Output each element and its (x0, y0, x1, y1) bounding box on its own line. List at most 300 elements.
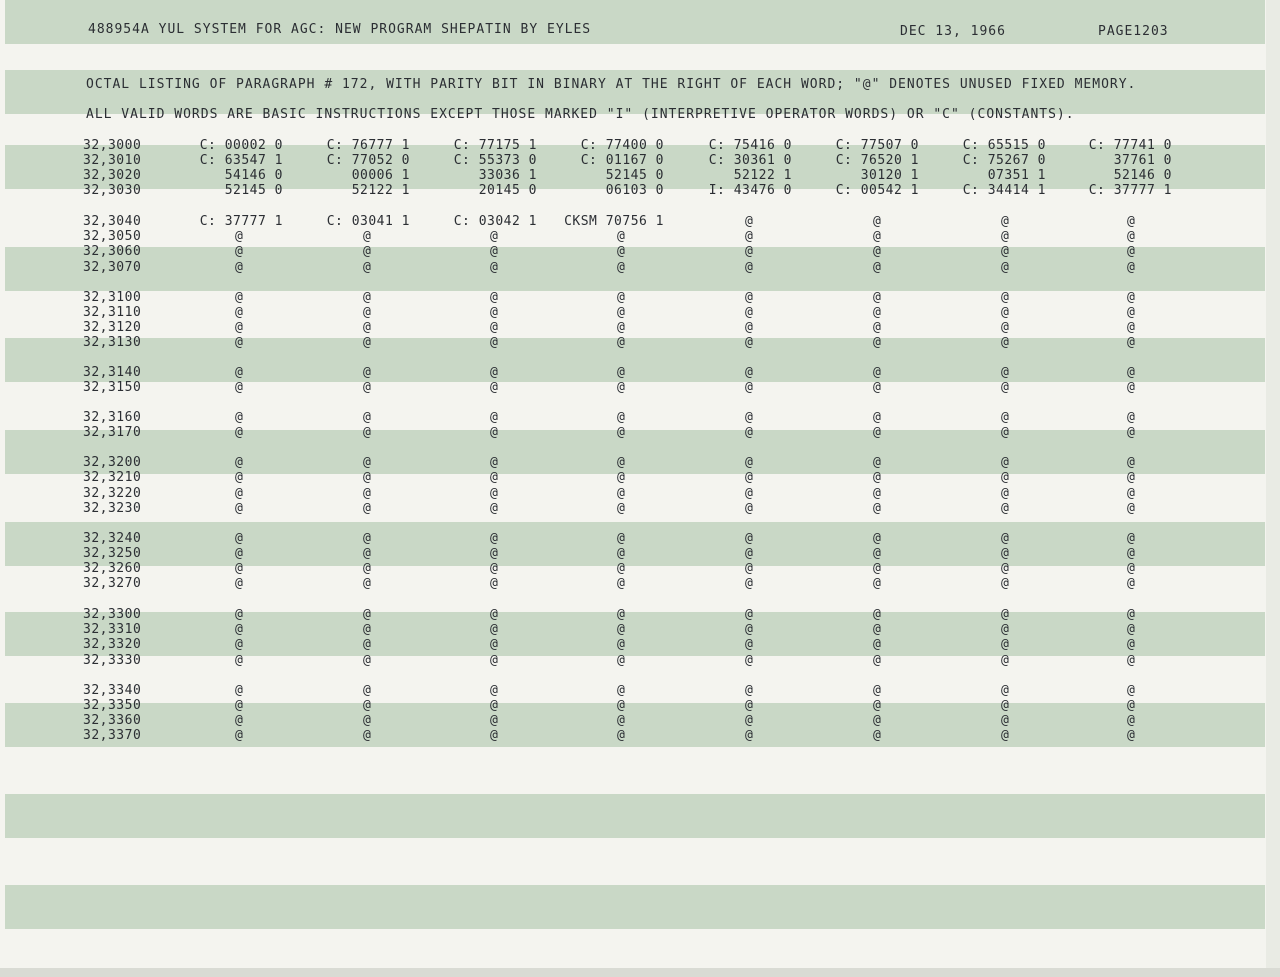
memory-word: I: 43476 0 (708, 183, 792, 198)
memory-word: C: 77400 0 (580, 138, 664, 153)
unused-word-marker: @ (745, 713, 754, 728)
address-label: 32,3240 (83, 531, 142, 546)
unused-word-marker: @ (617, 335, 626, 350)
unused-word-marker: @ (1001, 728, 1010, 743)
unused-word-marker: @ (745, 683, 754, 698)
unused-word-marker: @ (1127, 501, 1136, 516)
memory-word: C: 75267 0 (962, 153, 1046, 168)
unused-word-marker: @ (490, 607, 499, 622)
unused-word-marker: @ (363, 713, 372, 728)
unused-word-marker: @ (235, 637, 244, 652)
unused-word-marker: @ (235, 244, 244, 259)
unused-word-marker: @ (363, 380, 372, 395)
unused-word-marker: @ (363, 320, 372, 335)
paper-stripe (5, 703, 1265, 747)
unused-word-marker: @ (490, 335, 499, 350)
header-title: 488954A YUL SYSTEM FOR AGC: NEW PROGRAM SHEPATIN BY EYLES (88, 22, 592, 37)
unused-word-marker: @ (745, 546, 754, 561)
unused-word-marker: @ (363, 561, 372, 576)
memory-word: 54146 0 (224, 168, 283, 183)
memory-word: C: 77175 1 (453, 138, 537, 153)
address-label: 32,3270 (83, 576, 142, 591)
paper-stripe (5, 338, 1265, 382)
unused-word-marker: @ (490, 365, 499, 380)
unused-word-marker: @ (617, 486, 626, 501)
unused-word-marker: @ (745, 425, 754, 440)
unused-word-marker: @ (363, 637, 372, 652)
unused-word-marker: @ (873, 290, 882, 305)
unused-word-marker: @ (363, 260, 372, 275)
unused-word-marker: @ (363, 486, 372, 501)
unused-word-marker: @ (490, 713, 499, 728)
memory-word: C: 30361 0 (708, 153, 792, 168)
unused-word-marker: @ (490, 561, 499, 576)
unused-word-marker: @ (1001, 486, 1010, 501)
unused-word-marker: @ (873, 653, 882, 668)
memory-word: 52145 0 (605, 168, 664, 183)
unused-word-marker: @ (490, 653, 499, 668)
memory-word: 52122 1 (351, 183, 410, 198)
unused-word-marker: @ (745, 637, 754, 652)
unused-word-marker: @ (490, 260, 499, 275)
unused-word-marker: @ (1127, 622, 1136, 637)
unused-word-marker: @ (1127, 486, 1136, 501)
unused-word-marker: @ (1127, 470, 1136, 485)
memory-word: C: 55373 0 (453, 153, 537, 168)
unused-word-marker: @ (745, 486, 754, 501)
unused-word-marker: @ (617, 365, 626, 380)
unused-word-marker: @ (1001, 470, 1010, 485)
unused-word-marker: @ (490, 380, 499, 395)
unused-word-marker: @ (617, 501, 626, 516)
unused-word-marker: @ (617, 653, 626, 668)
unused-word-marker: @ (1127, 455, 1136, 470)
memory-word: CKSM 70756 1 (564, 214, 664, 229)
unused-word-marker: @ (873, 637, 882, 652)
unused-word-marker: @ (873, 501, 882, 516)
paper-bottom-edge (0, 968, 1280, 977)
unused-word-marker: @ (235, 320, 244, 335)
unused-word-marker: @ (1001, 425, 1010, 440)
memory-word: C: 37777 1 (199, 214, 283, 229)
unused-word-marker: @ (1001, 546, 1010, 561)
unused-word-marker: @ (873, 455, 882, 470)
unused-word-marker: @ (617, 531, 626, 546)
unused-word-marker: @ (235, 335, 244, 350)
paper-stripe (5, 794, 1265, 838)
unused-word-marker: @ (873, 335, 882, 350)
unused-word-marker: @ (745, 214, 754, 229)
address-label: 32,3040 (83, 214, 142, 229)
unused-word-marker: @ (363, 607, 372, 622)
address-label: 32,3170 (83, 425, 142, 440)
unused-word-marker: @ (235, 380, 244, 395)
address-label: 32,3220 (83, 486, 142, 501)
unused-word-marker: @ (490, 320, 499, 335)
unused-word-marker: @ (873, 486, 882, 501)
unused-word-marker: @ (745, 290, 754, 305)
unused-word-marker: @ (873, 425, 882, 440)
paper-stripe (5, 247, 1265, 291)
unused-word-marker: @ (1127, 214, 1136, 229)
memory-word: 30120 1 (860, 168, 919, 183)
unused-word-marker: @ (617, 683, 626, 698)
unused-word-marker: @ (1127, 637, 1136, 652)
unused-word-marker: @ (1127, 698, 1136, 713)
memory-word: C: 00002 0 (199, 138, 283, 153)
unused-word-marker: @ (363, 576, 372, 591)
unused-word-marker: @ (1001, 713, 1010, 728)
unused-word-marker: @ (617, 320, 626, 335)
unused-word-marker: @ (490, 622, 499, 637)
address-label: 32,3300 (83, 607, 142, 622)
unused-word-marker: @ (1001, 576, 1010, 591)
unused-word-marker: @ (873, 410, 882, 425)
address-label: 32,3250 (83, 546, 142, 561)
unused-word-marker: @ (1001, 335, 1010, 350)
unused-word-marker: @ (1001, 320, 1010, 335)
address-label: 32,3160 (83, 410, 142, 425)
unused-word-marker: @ (1127, 410, 1136, 425)
address-label: 32,3350 (83, 698, 142, 713)
unused-word-marker: @ (617, 455, 626, 470)
unused-word-marker: @ (235, 531, 244, 546)
address-label: 32,3260 (83, 561, 142, 576)
unused-word-marker: @ (745, 561, 754, 576)
unused-word-marker: @ (235, 561, 244, 576)
address-label: 32,3330 (83, 653, 142, 668)
unused-word-marker: @ (1001, 244, 1010, 259)
unused-word-marker: @ (745, 607, 754, 622)
unused-word-marker: @ (1127, 365, 1136, 380)
unused-word-marker: @ (873, 365, 882, 380)
intro-line-1: OCTAL LISTING OF PARAGRAPH # 172, WITH PARITY BIT IN BINARY AT THE RIGHT OF EACH WORD; "@" DENOTES UNUSED FIXED MEMORY. (86, 77, 1137, 92)
unused-word-marker: @ (873, 380, 882, 395)
unused-word-marker: @ (745, 320, 754, 335)
unused-word-marker: @ (617, 260, 626, 275)
unused-word-marker: @ (617, 470, 626, 485)
unused-word-marker: @ (363, 698, 372, 713)
unused-word-marker: @ (235, 470, 244, 485)
memory-word: 33036 1 (478, 168, 537, 183)
unused-word-marker: @ (490, 698, 499, 713)
unused-word-marker: @ (363, 531, 372, 546)
unused-word-marker: @ (617, 425, 626, 440)
unused-word-marker: @ (1127, 546, 1136, 561)
unused-word-marker: @ (490, 486, 499, 501)
unused-word-marker: @ (1001, 260, 1010, 275)
memory-word: C: 34414 1 (962, 183, 1046, 198)
address-label: 32,3150 (83, 380, 142, 395)
paper-stripe (5, 430, 1265, 474)
unused-word-marker: @ (873, 305, 882, 320)
unused-word-marker: @ (363, 470, 372, 485)
unused-word-marker: @ (873, 244, 882, 259)
unused-word-marker: @ (1001, 455, 1010, 470)
address-label: 32,3200 (83, 455, 142, 470)
unused-word-marker: @ (745, 653, 754, 668)
unused-word-marker: @ (1001, 305, 1010, 320)
unused-word-marker: @ (235, 653, 244, 668)
unused-word-marker: @ (1127, 244, 1136, 259)
unused-word-marker: @ (1001, 561, 1010, 576)
address-label: 32,3120 (83, 320, 142, 335)
unused-word-marker: @ (1001, 531, 1010, 546)
unused-word-marker: @ (235, 546, 244, 561)
memory-word: C: 00542 1 (835, 183, 919, 198)
unused-word-marker: @ (745, 305, 754, 320)
memory-word: 20145 0 (478, 183, 537, 198)
unused-word-marker: @ (873, 470, 882, 485)
unused-word-marker: @ (1127, 653, 1136, 668)
unused-word-marker: @ (617, 546, 626, 561)
unused-word-marker: @ (873, 728, 882, 743)
unused-word-marker: @ (490, 576, 499, 591)
unused-word-marker: @ (235, 305, 244, 320)
unused-word-marker: @ (745, 335, 754, 350)
address-label: 32,3000 (83, 138, 142, 153)
unused-word-marker: @ (1127, 425, 1136, 440)
unused-word-marker: @ (1001, 229, 1010, 244)
unused-word-marker: @ (1127, 229, 1136, 244)
unused-word-marker: @ (1127, 713, 1136, 728)
unused-word-marker: @ (745, 365, 754, 380)
address-label: 32,3310 (83, 622, 142, 637)
unused-word-marker: @ (235, 728, 244, 743)
unused-word-marker: @ (1127, 305, 1136, 320)
unused-word-marker: @ (617, 290, 626, 305)
unused-word-marker: @ (1001, 365, 1010, 380)
unused-word-marker: @ (617, 622, 626, 637)
paper-stripe (5, 885, 1265, 929)
address-label: 32,3320 (83, 637, 142, 652)
address-label: 32,3030 (83, 183, 142, 198)
unused-word-marker: @ (490, 410, 499, 425)
unused-word-marker: @ (873, 561, 882, 576)
unused-word-marker: @ (490, 455, 499, 470)
unused-word-marker: @ (363, 425, 372, 440)
unused-word-marker: @ (235, 410, 244, 425)
address-label: 32,3360 (83, 713, 142, 728)
unused-word-marker: @ (1127, 260, 1136, 275)
unused-word-marker: @ (1127, 290, 1136, 305)
unused-word-marker: @ (617, 576, 626, 591)
unused-word-marker: @ (363, 622, 372, 637)
unused-word-marker: @ (745, 244, 754, 259)
unused-word-marker: @ (1001, 501, 1010, 516)
unused-word-marker: @ (235, 683, 244, 698)
memory-word: 52146 0 (1113, 168, 1172, 183)
unused-word-marker: @ (617, 244, 626, 259)
address-label: 32,3370 (83, 728, 142, 743)
unused-word-marker: @ (1127, 728, 1136, 743)
unused-word-marker: @ (235, 486, 244, 501)
unused-word-marker: @ (617, 561, 626, 576)
unused-word-marker: @ (363, 244, 372, 259)
address-label: 32,3130 (83, 335, 142, 350)
unused-word-marker: @ (745, 470, 754, 485)
unused-word-marker: @ (363, 335, 372, 350)
header-page: PAGE1203 (1098, 24, 1169, 39)
unused-word-marker: @ (1001, 380, 1010, 395)
unused-word-marker: @ (617, 713, 626, 728)
unused-word-marker: @ (745, 576, 754, 591)
unused-word-marker: @ (1001, 637, 1010, 652)
address-label: 32,3100 (83, 290, 142, 305)
address-label: 32,3060 (83, 244, 142, 259)
address-label: 32,3230 (83, 501, 142, 516)
unused-word-marker: @ (490, 531, 499, 546)
unused-word-marker: @ (617, 410, 626, 425)
unused-word-marker: @ (873, 698, 882, 713)
unused-word-marker: @ (617, 380, 626, 395)
unused-word-marker: @ (235, 229, 244, 244)
unused-word-marker: @ (1127, 531, 1136, 546)
unused-word-marker: @ (873, 622, 882, 637)
unused-word-marker: @ (745, 380, 754, 395)
unused-word-marker: @ (235, 713, 244, 728)
memory-word: 37761 0 (1113, 153, 1172, 168)
unused-word-marker: @ (363, 305, 372, 320)
unused-word-marker: @ (490, 683, 499, 698)
unused-word-marker: @ (1001, 683, 1010, 698)
memory-word: C: 75416 0 (708, 138, 792, 153)
memory-word: C: 77507 0 (835, 138, 919, 153)
unused-word-marker: @ (363, 455, 372, 470)
unused-word-marker: @ (873, 576, 882, 591)
address-label: 32,3070 (83, 260, 142, 275)
unused-word-marker: @ (1001, 410, 1010, 425)
unused-word-marker: @ (873, 683, 882, 698)
memory-word: 52122 1 (733, 168, 792, 183)
unused-word-marker: @ (235, 622, 244, 637)
unused-word-marker: @ (363, 365, 372, 380)
unused-word-marker: @ (490, 637, 499, 652)
memory-word: C: 76520 1 (835, 153, 919, 168)
memory-word: C: 01167 0 (580, 153, 664, 168)
unused-word-marker: @ (1127, 561, 1136, 576)
unused-word-marker: @ (617, 229, 626, 244)
unused-word-marker: @ (1127, 380, 1136, 395)
address-label: 32,3020 (83, 168, 142, 183)
unused-word-marker: @ (490, 305, 499, 320)
unused-word-marker: @ (235, 455, 244, 470)
paper-right-edge (1266, 0, 1280, 977)
header-date: DEC 13, 1966 (900, 24, 1006, 39)
unused-word-marker: @ (617, 728, 626, 743)
unused-word-marker: @ (490, 425, 499, 440)
unused-word-marker: @ (490, 470, 499, 485)
unused-word-marker: @ (490, 290, 499, 305)
memory-word: C: 63547 1 (199, 153, 283, 168)
unused-word-marker: @ (490, 229, 499, 244)
address-label: 32,3110 (83, 305, 142, 320)
unused-word-marker: @ (363, 683, 372, 698)
unused-word-marker: @ (745, 622, 754, 637)
memory-word: 52145 0 (224, 183, 283, 198)
unused-word-marker: @ (235, 260, 244, 275)
memory-word: C: 77741 0 (1088, 138, 1172, 153)
memory-word: C: 03042 1 (453, 214, 537, 229)
unused-word-marker: @ (1127, 607, 1136, 622)
unused-word-marker: @ (363, 290, 372, 305)
unused-word-marker: @ (363, 653, 372, 668)
unused-word-marker: @ (1001, 214, 1010, 229)
unused-word-marker: @ (235, 425, 244, 440)
unused-word-marker: @ (873, 229, 882, 244)
unused-word-marker: @ (235, 698, 244, 713)
unused-word-marker: @ (873, 713, 882, 728)
address-label: 32,3210 (83, 470, 142, 485)
unused-word-marker: @ (617, 698, 626, 713)
address-label: 32,3050 (83, 229, 142, 244)
paper-stripe (5, 522, 1265, 566)
memory-word: C: 37777 1 (1088, 183, 1172, 198)
unused-word-marker: @ (873, 214, 882, 229)
unused-word-marker: @ (363, 229, 372, 244)
unused-word-marker: @ (363, 501, 372, 516)
unused-word-marker: @ (617, 607, 626, 622)
unused-word-marker: @ (617, 637, 626, 652)
unused-word-marker: @ (873, 531, 882, 546)
unused-word-marker: @ (873, 607, 882, 622)
unused-word-marker: @ (745, 229, 754, 244)
unused-word-marker: @ (490, 546, 499, 561)
unused-word-marker: @ (617, 305, 626, 320)
memory-word: 06103 0 (605, 183, 664, 198)
unused-word-marker: @ (363, 546, 372, 561)
intro-line-2: ALL VALID WORDS ARE BASIC INSTRUCTIONS EXCEPT THOSE MARKED "I" (INTERPRETIVE OPERATOR WORDS) OR "C" (CONSTANTS). (86, 107, 1075, 122)
unused-word-marker: @ (745, 260, 754, 275)
unused-word-marker: @ (363, 410, 372, 425)
unused-word-marker: @ (235, 607, 244, 622)
unused-word-marker: @ (745, 531, 754, 546)
unused-word-marker: @ (1127, 576, 1136, 591)
unused-word-marker: @ (490, 501, 499, 516)
memory-word: C: 77052 0 (326, 153, 410, 168)
unused-word-marker: @ (745, 728, 754, 743)
address-label: 32,3010 (83, 153, 142, 168)
unused-word-marker: @ (745, 410, 754, 425)
unused-word-marker: @ (490, 728, 499, 743)
address-label: 32,3340 (83, 683, 142, 698)
unused-word-marker: @ (1001, 622, 1010, 637)
unused-word-marker: @ (235, 365, 244, 380)
unused-word-marker: @ (1001, 698, 1010, 713)
memory-word: C: 76777 1 (326, 138, 410, 153)
unused-word-marker: @ (1127, 320, 1136, 335)
unused-word-marker: @ (873, 546, 882, 561)
memory-word: C: 03041 1 (326, 214, 410, 229)
unused-word-marker: @ (1001, 290, 1010, 305)
paper-stripe (5, 612, 1265, 656)
unused-word-marker: @ (235, 290, 244, 305)
memory-word: 07351 1 (987, 168, 1046, 183)
unused-word-marker: @ (873, 260, 882, 275)
unused-word-marker: @ (235, 501, 244, 516)
unused-word-marker: @ (1127, 335, 1136, 350)
unused-word-marker: @ (235, 576, 244, 591)
unused-word-marker: @ (1001, 607, 1010, 622)
unused-word-marker: @ (1127, 683, 1136, 698)
memory-word: C: 65515 0 (962, 138, 1046, 153)
unused-word-marker: @ (363, 728, 372, 743)
unused-word-marker: @ (490, 244, 499, 259)
address-label: 32,3140 (83, 365, 142, 380)
memory-word: 00006 1 (351, 168, 410, 183)
unused-word-marker: @ (745, 698, 754, 713)
unused-word-marker: @ (745, 455, 754, 470)
